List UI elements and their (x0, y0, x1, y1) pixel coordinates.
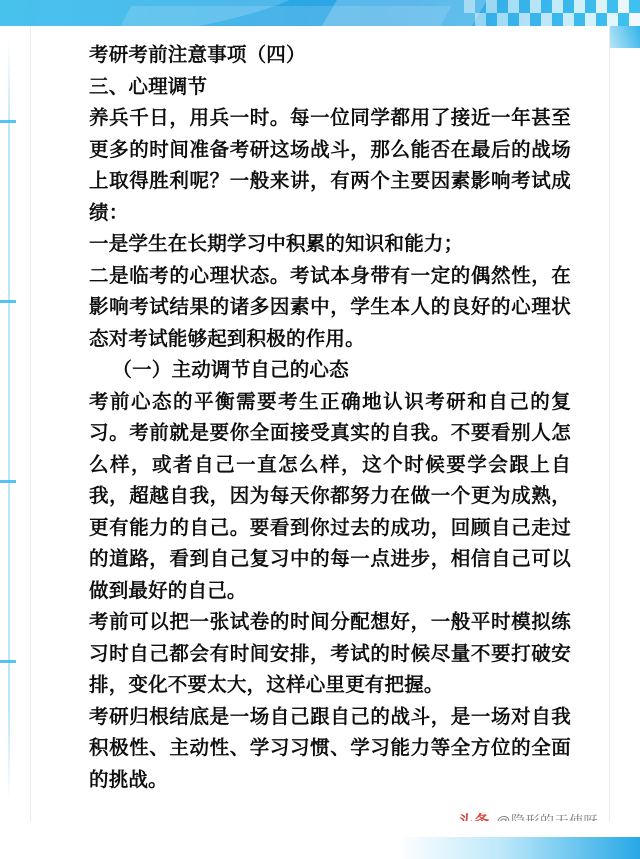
document-title: 考研考前注意事项（四） (89, 44, 306, 66)
document-paragraph: 一是学生在长期学习中积累的知识和能力； (89, 233, 464, 255)
document-section-heading: 三、心理调节 (89, 75, 208, 98)
document-paragraph: 考研归根结底是一场自己跟自己的战斗，是一场对自我积极性、主动性、学习习惯、学习能力等全方位的全面的挑战。 (89, 705, 571, 791)
left-accent-line (8, 40, 10, 800)
left-accent-tick (0, 120, 16, 123)
left-accent-tick (0, 660, 16, 663)
document-paragraph: 考前心态的平衡需要考生正确地认识考研和自己的复习。考前就是要你全面接受真实的自我。不要看别人怎么样，或者自己一直怎么样，这个时候要学会跟上自我，超越自我，因为每天你都努力在做一个更为成熟，更有能力的自己。要看到你过去的成功，回顾自己走过的道路，看到自己复习中的每一点进步，相信自己可以做到最好的自己。 (89, 390, 571, 602)
left-accent-tick (0, 300, 16, 303)
document-subheading: （一）主动调节自己的心态 (112, 359, 349, 381)
bottom-decorative-band (0, 837, 640, 859)
top-decorative-band (0, 0, 640, 26)
document-paragraph: 考前可以把一张试卷的时间分配想好，一般平时模拟练习时自己都会有时间安排，考试的时候尽量不要打破安排，变化不要太大，这样心里更有把握。 (89, 611, 571, 696)
document-paragraph: 二是临考的心理状态。考试本身带有一定的偶然性，在影响考试结果的诸多因素中，学生本人的良好的心理状态对考试能够起到积极的作用。 (89, 264, 571, 350)
bottom-white-strip (0, 821, 640, 837)
band-checker-pattern (464, 0, 640, 26)
left-accent-tick (0, 480, 16, 483)
document-card (30, 26, 610, 821)
document-paragraph: 养兵千日，用兵一时。每一位同学都用了接近一年甚至更多的时间准备考研这场战斗，那么能否在最后的战场上取得胜利呢？一般来讲，有两个主要因素影响考试成绩： (89, 107, 571, 224)
